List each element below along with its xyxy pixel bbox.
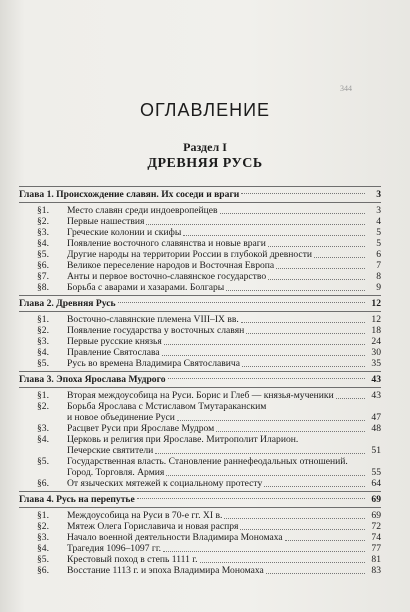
- entry-title: Правление Святослава: [67, 347, 160, 358]
- entry-title: Вторая междоусобица на Руси. Борис и Глеб — князья-мученики: [67, 390, 334, 401]
- entry-title: Борьба с аварами и хазарами. Болгары: [67, 282, 225, 293]
- entry-page: 81: [371, 554, 381, 565]
- entry-page: 3: [376, 205, 381, 216]
- entry-title: Мятеж Олега Гориславича и новая распря: [67, 521, 239, 532]
- page-title: ОГЛАВЛЕНИЕ: [139, 100, 271, 120]
- toc-entry[interactable]: [19, 478, 381, 489]
- entry-page: 77: [371, 543, 381, 554]
- entry-number: §1.: [37, 205, 49, 216]
- toc-entry[interactable]: [19, 282, 381, 293]
- entry-title: Печерские святители: [67, 445, 154, 456]
- entry-title: Город. Торговля. Армия: [67, 467, 165, 478]
- leader-dots: [164, 336, 365, 345]
- entry-title: Расцвет Руси при Ярославе Мудром: [67, 423, 215, 434]
- toc-entry[interactable]: [19, 358, 381, 369]
- entry-page: 55: [371, 467, 381, 478]
- chapter-title: Глава 1. Происхождение славян. Их соседи и враги: [19, 189, 240, 200]
- entry-number: §2.: [37, 216, 49, 227]
- toc-chapter[interactable]: [19, 187, 381, 202]
- entry-page: 7: [376, 260, 381, 271]
- entry-number: §2.: [37, 401, 49, 412]
- entry-number: §6.: [37, 260, 49, 271]
- entry-title: Междоусобица на Руси в 70-е гг. XI в.: [67, 510, 223, 521]
- entry-page: 5: [376, 238, 381, 249]
- entry-page: 35: [371, 358, 381, 369]
- leader-dots: [242, 358, 365, 367]
- leader-dots: [224, 510, 365, 519]
- entry-number: §4.: [37, 434, 49, 445]
- entry-title: Другие народы на территории России в глубокой древности: [67, 249, 313, 260]
- entry-number: §5.: [37, 554, 49, 565]
- entry-number: §3.: [37, 336, 49, 347]
- toc-entry[interactable]: [19, 249, 381, 260]
- entry-number: §5.: [37, 456, 49, 467]
- entry-title: Восточно-славянские племена VIII–IX вв.: [67, 314, 239, 325]
- toc-entry[interactable]: [19, 434, 381, 456]
- toc-entry[interactable]: [19, 456, 381, 478]
- leader-dots: [146, 216, 365, 225]
- section-label: Раздел I: [183, 140, 227, 154]
- entry-number: §4.: [37, 347, 49, 358]
- entry-title: Место славян среди индоевропейцев: [67, 205, 218, 216]
- entry-page: 8: [376, 271, 381, 282]
- leader-dots: [241, 193, 365, 194]
- entry-page: 6: [376, 249, 381, 260]
- entry-number: §6.: [37, 478, 49, 489]
- entry-number: §2.: [37, 325, 49, 336]
- toc-entry[interactable]: [19, 216, 381, 227]
- chapter-title: Глава 2. Древняя Русь: [19, 298, 116, 309]
- entry-page: 9: [376, 282, 381, 293]
- toc-entry[interactable]: [19, 521, 381, 532]
- entry-number: §2.: [37, 521, 49, 532]
- leader-dots: [266, 565, 365, 574]
- leader-dots: [200, 554, 365, 563]
- toc-entry[interactable]: [19, 227, 381, 238]
- leader-dots: [163, 543, 365, 552]
- leader-dots: [155, 445, 365, 454]
- entry-title: Восстание 1113 г. и эпоха Владимира Мономаха: [67, 565, 264, 576]
- toc-entry[interactable]: [19, 205, 381, 216]
- entry-number: §4.: [37, 238, 49, 249]
- toc-entry[interactable]: [19, 554, 381, 565]
- entry-title: Появление восточного славянства и новые враги: [67, 238, 266, 249]
- entry-title: Борьба Ярослава с Мстиславом Тмутараканским: [67, 401, 267, 412]
- entry-page: 72: [371, 521, 381, 532]
- entry-page: 51: [371, 445, 381, 456]
- toc-entry[interactable]: [19, 314, 381, 325]
- leader-dots: [118, 302, 365, 303]
- leader-dots: [183, 227, 365, 236]
- entry-title: Государственная власть. Становление раннефеодальных отношений.: [67, 456, 348, 467]
- toc-chapter[interactable]: [19, 296, 381, 311]
- entry-title: и новое объединение Руси: [67, 412, 175, 423]
- leader-dots: [246, 325, 365, 334]
- leader-dots: [241, 314, 365, 323]
- leader-dots: [177, 412, 365, 421]
- entry-title: Русь во времена Владимира Святославича: [67, 358, 241, 369]
- entry-title: Крестовый поход в степь 1111 г.: [67, 554, 198, 565]
- entry-page: 5: [376, 227, 381, 238]
- chapter-page: 3: [376, 189, 381, 200]
- toc-entry[interactable]: [19, 532, 381, 543]
- entry-page: 74: [371, 532, 381, 543]
- leader-dots: [166, 467, 365, 476]
- toc-entry[interactable]: [19, 238, 381, 249]
- toc-entry[interactable]: [19, 325, 381, 336]
- entry-number: §8.: [37, 282, 49, 293]
- entry-page: 24: [371, 336, 381, 347]
- entry-number: §1.: [37, 314, 49, 325]
- entry-title: Церковь и религия при Ярославе. Митрополит Иларион.: [67, 434, 299, 445]
- entry-number: §7.: [37, 271, 49, 282]
- toc-entry[interactable]: [19, 271, 381, 282]
- leader-dots: [268, 271, 365, 280]
- entry-number: §3.: [37, 423, 49, 434]
- toc-entry[interactable]: [19, 336, 381, 347]
- entry-title: От языческих мятежей к социальному протесту: [67, 478, 263, 489]
- chapter-title: Глава 3. Эпоха Ярослава Мудрого: [19, 374, 166, 385]
- table-of-contents: [19, 186, 381, 578]
- entry-title: Великое переселение народов и Восточная Европа: [67, 260, 275, 271]
- toc-entry[interactable]: [19, 565, 381, 576]
- entry-title: Трагедия 1096–1097 гг.: [67, 543, 162, 554]
- entry-title: Первые нашествия: [67, 216, 145, 227]
- leader-dots: [314, 249, 365, 258]
- entry-page: 30: [371, 347, 381, 358]
- leader-dots: [168, 378, 365, 379]
- toc-chapter[interactable]: [19, 372, 381, 387]
- leader-dots: [226, 282, 365, 291]
- entry-page: 69: [371, 510, 381, 521]
- page-number-mark: 344: [340, 84, 352, 93]
- entry-title: Греческие колонии и скифы: [67, 227, 182, 238]
- entry-number: §4.: [37, 543, 49, 554]
- entry-page: 47: [371, 412, 381, 423]
- leader-dots: [220, 205, 365, 214]
- toc-chapter[interactable]: [19, 492, 381, 507]
- toc-entry[interactable]: [19, 260, 381, 271]
- chapter-page: 12: [371, 298, 381, 309]
- entry-number: §3.: [37, 227, 49, 238]
- leader-dots: [285, 532, 365, 541]
- chapter-title: Глава 4. Русь на перепутье: [19, 494, 135, 505]
- entry-page: 18: [371, 325, 381, 336]
- toc-entry[interactable]: [19, 347, 381, 358]
- entry-title: Анты и первое восточно-славянское государство: [67, 271, 267, 282]
- leader-dots: [268, 238, 365, 247]
- leader-dots: [162, 347, 365, 356]
- entry-page: 83: [371, 565, 381, 576]
- entry-page: 64: [371, 478, 381, 489]
- leader-dots: [276, 260, 365, 269]
- leader-dots: [336, 390, 365, 399]
- leader-dots: [137, 498, 365, 499]
- entry-number: §3.: [37, 532, 49, 543]
- toc-entry[interactable]: [19, 510, 381, 521]
- entry-number: §6.: [37, 565, 49, 576]
- toc-entry[interactable]: [19, 423, 381, 434]
- toc-entry[interactable]: [19, 401, 381, 423]
- entry-page: 12: [371, 314, 381, 325]
- entry-page: 48: [371, 423, 381, 434]
- toc-entry[interactable]: [19, 543, 381, 554]
- leader-dots: [240, 521, 365, 530]
- entry-number: §1.: [37, 510, 49, 521]
- chapter-page: 69: [371, 494, 381, 505]
- chapter-page: 43: [371, 374, 381, 385]
- entry-number: §5.: [37, 249, 49, 260]
- toc-entry[interactable]: [19, 390, 381, 401]
- leader-dots: [216, 423, 365, 432]
- entry-page: 4: [376, 216, 381, 227]
- entry-page: 43: [371, 390, 381, 401]
- leader-dots: [264, 478, 365, 487]
- section-title: ДРЕВНЯЯ РУСЬ: [147, 156, 263, 171]
- entry-title: Первые русские князья: [67, 336, 162, 347]
- entry-title: Начало военной деятельности Владимира Мономаха: [67, 532, 283, 543]
- entry-number: §1.: [37, 390, 49, 401]
- entry-number: §5.: [37, 358, 49, 369]
- entry-title: Появление государства у восточных славян: [67, 325, 245, 336]
